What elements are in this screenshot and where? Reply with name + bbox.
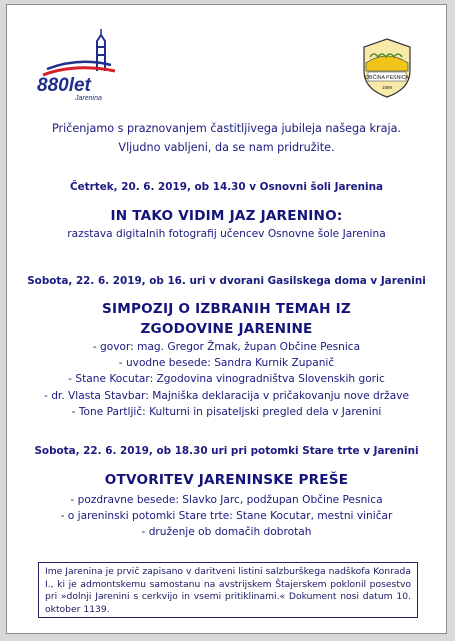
program-item: - druženje ob domačih dobrotah (141, 526, 312, 539)
program-item: - govor: mag. Gregor Žmak, župan Občine Pesnica (92, 341, 361, 353)
logo-subtext: Jarenina (75, 95, 102, 102)
intro-line-1: Pričenjamo s praznovanjem častitljivega jubileja našega kraja. (51, 122, 401, 135)
program-item: - o jareninski potomki Stare trte: Stane Kocutar, mestni viničar (60, 510, 393, 523)
program-item: - dr. Vlasta Stavbar: Majniška deklaracija v pričakovanju nove države (44, 389, 409, 402)
event3-program (7, 492, 446, 541)
program-item: - Stane Kocutar: Zgodovina vinogradništva Slovenskih goric (68, 373, 385, 386)
history-note-box (38, 562, 418, 618)
event3-title: OTVORITEV JARENINSKE PREŠE (104, 472, 349, 488)
event2-heading: Sobota, 22. 6. 2019, ob 16. uri v dvorani Gasilskega doma v Jarenini (27, 275, 426, 287)
program-item: - Tone Partljič: Kulturni in pisateljski pregled dela v Jarenini (71, 405, 382, 418)
event2-title-line-2: ZGODOVINE JARENINE (140, 321, 313, 337)
crest-year: 1999 (381, 85, 393, 90)
intro-line-2: Vljudno vabljeni, da se nam pridružite. (118, 141, 335, 154)
event1-heading: Četrtek, 20. 6. 2019, ob 14.30 v Osnovni šoli Jarenina (69, 181, 383, 193)
event2-title-line-1: SIMPOZIJ O IZBRANIH TEMAH IZ (102, 301, 351, 317)
program-item: - pozdravne besede: Slavko Jarc, podžupan Občine Pesnica (70, 494, 383, 506)
jubilee-logo (35, 27, 125, 107)
crest-label: OBČINA PESNICA (365, 75, 409, 81)
event1-title: IN TAKO VIDIM JAZ JARENINO: (110, 208, 343, 224)
event2-program (7, 339, 446, 420)
event3-heading: Sobota, 22. 6. 2019, ob 18.30 uri pri potomki Stare trte v Jarenini (34, 445, 419, 457)
program-item: - uvodne besede: Sandra Kurnik Zupanič (118, 357, 335, 370)
logo-text: 880let (37, 75, 91, 96)
intro-text (7, 119, 446, 157)
event1-subtitle: razstava digitalnih fotografij učencev Osnovne šole Jarenina (67, 228, 386, 240)
history-note-text: Ime Jarenina je prvič zapisano v daritveni listini salzburškega nadškofa Konrada I., ki je admontskemu samostanu na avstrijskem Štajerskem poklonil posestvo pri »dolnji Jarenini s cerkvijo in vsemi pritiklinami.« Dokument nosi datum 10. oktober 1139. (45, 566, 411, 615)
municipality-crest (358, 37, 416, 99)
invitation-page (6, 4, 447, 634)
